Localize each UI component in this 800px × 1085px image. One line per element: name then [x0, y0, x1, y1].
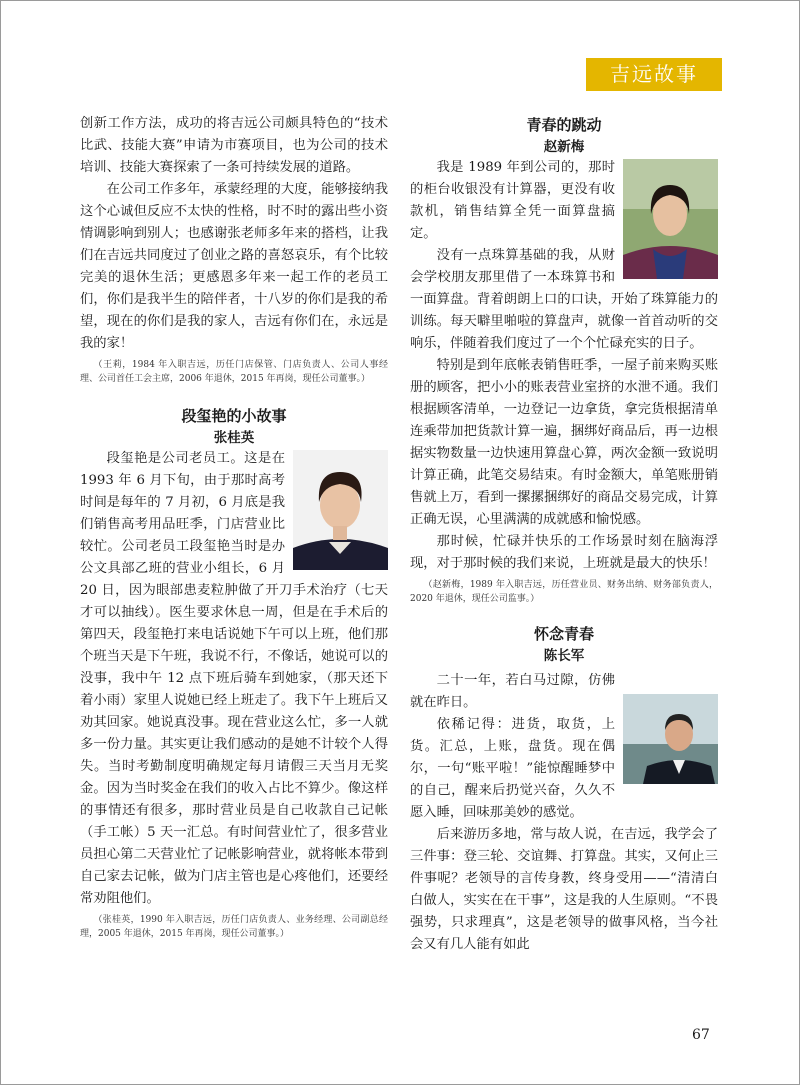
left-column	[80, 113, 388, 941]
author-photo-zhang	[293, 450, 388, 570]
article-title: 段玺艳的小故事	[181, 407, 287, 425]
article-author: 张桂英	[213, 430, 255, 446]
article-paragraph: 我是 1989 年到公司的，那时的柜台收银没有计算器，更没有收款机，销售结算全凭一面算盘搞定。	[410, 160, 615, 241]
intro-paragraph: 创新工作方法，成功的将吉远公司颇具特色的“技术比武、技能大赛”申请为市赛项目，也为公司的技术培训、技能大赛探索了一条可持续发展的道路。	[80, 116, 388, 175]
right-column	[410, 113, 718, 956]
article-author: 陈长军	[543, 648, 585, 664]
article-paragraph: 段玺艳是公司老员工。这是在 1993 年 6 月下旬，由于那时高考时间是每年的 7 月初，6 月底是我们销售高考用品旺季，门店营业比较忙。公司老员工段玺艳当时是办公文具部乙班的营业小组长，6 月 20 日，因为眼部患麦粒肿做了开刀手术治疗（七天才可以抽线）。医生要求休息一周，但是在手术后的第四天，段玺艳打来电话说她下午可以上班，他们那个班当天是下午班，我说不行，不像话，她说可以的没事，我中午 12 点下班后骑车到她家，（那天还下着小雨）家里人说她已经上班走了。我下午上班后又劝其回家。她说真没事。现在营业这么忙，多一人就多一份力量。其实更让我们感动的是她不计较个人得失。当时考勤制度明确规定每月请假三天当月无奖金。因为当时奖金在我们的收入占比不算少。像这样的事情还有很多，那时营业员是自己收款自己记帐（手工帐）5 天一汇总。有时间营业忙了，很多营业员担心第二天营业忙了记帐影响营业，就将帐本带到自己家去记帐，做为门店主管也是心疼他们，还要经常劝阻他们。	[80, 451, 388, 906]
author-photo-zhao	[623, 159, 718, 279]
article-paragraph: 那时候，忙碌并快乐的工作场景时刻在脑海浮现，对于那时候的我们来说，上班就是最大的快乐！	[410, 534, 718, 571]
author-note: （王莉，1984 年入职吉远，历任门店保管、门店负责人、公司人事经理、公司首任工会主席，2006 年退休，2015 年再岗，现任公司董事。）	[80, 360, 388, 384]
article-paragraph: 特别是到年底帐表销售旺季，一屋子前来购买账册的顾客，把小小的账表营业室挤的水泄不通。我们根据顾客清单，一边登记一边拿货，拿完货根据清单连乘带加把货款计算一遍，捆绑好商品后，再一边根据实物数量一边快速用算盘心算，两次金额一致说明计算正确，此笔交易结束。有时金额大，单笔账册销售就上万，看到一摞摞捆绑好的商品交易完成，计算正确无误，心里满满的成就感和愉悦感。	[410, 358, 718, 527]
article-paragraph: 没有一点珠算基础的我，从财会学校朋友那里借了一本珠算书和一面算盘。背着朗朗上口的口诀，开始了珠算能力的训练。每天噼里啪啦的算盘声，就像一首首动听的交响乐，伴随着我们度过了一个个忙碌充实的日子。	[410, 248, 718, 351]
article-paragraph: 依稀记得：进货，取货，上货。汇总，上账，盘货。现在偶尔，一句“账平啦！”能惊醒睡梦中的自己，醒来后扔觉兴奋，久久不愿入睡，回味那美妙的感觉。	[410, 717, 615, 820]
author-note: （张桂英，1990 年入职吉远，历任门店负责人、业务经理、公司副总经理，2005 年退休，2015 年再岗，现任公司董事。）	[80, 915, 388, 939]
author-photo-chen	[623, 694, 718, 784]
article-title: 青春的跳动	[526, 116, 602, 134]
intro-paragraph: 在公司工作多年，承蒙经理的大度，能够接纳我这个心诚但反应不太快的性格，时不时的露出些小资情调影响到别人；也感谢张老师多年来的搭档，让我们在吉远共同度过了创业之路的喜怒哀乐，有个比较完美的退休生活；更感恩多年来一起工作的老员工们，你们是我半生的陪伴者，十八岁的你们是我的希望，现在的你们是我的家人，吉远有你们在，永远是我的家！	[80, 182, 388, 351]
article-author: 赵新梅	[543, 139, 585, 155]
section-header: 吉远故事	[586, 58, 722, 91]
article-title: 怀念青春	[533, 625, 594, 643]
page-number: 67	[692, 1027, 710, 1043]
author-note: （赵新梅，1989 年入职吉远，历任营业员、财务出纳、财务部负责人，2020 年退休，现任公司监事。）	[410, 580, 718, 604]
article-paragraph: 后来游历多地，常与故人说，在吉远，我学会了三件事：登三轮、交谊舞、打算盘。其实，又何止三件事呢？老领导的言传身教，终身受用——“清清白白做人，实实在在干事”，这是我的人生原则。“不畏强势，只求理真”，这是老领导的做事风格，当今社会又有几人能有如此	[410, 827, 718, 952]
article-paragraph: 二十一年，若白马过隙，仿佛就在昨日。	[410, 673, 615, 710]
